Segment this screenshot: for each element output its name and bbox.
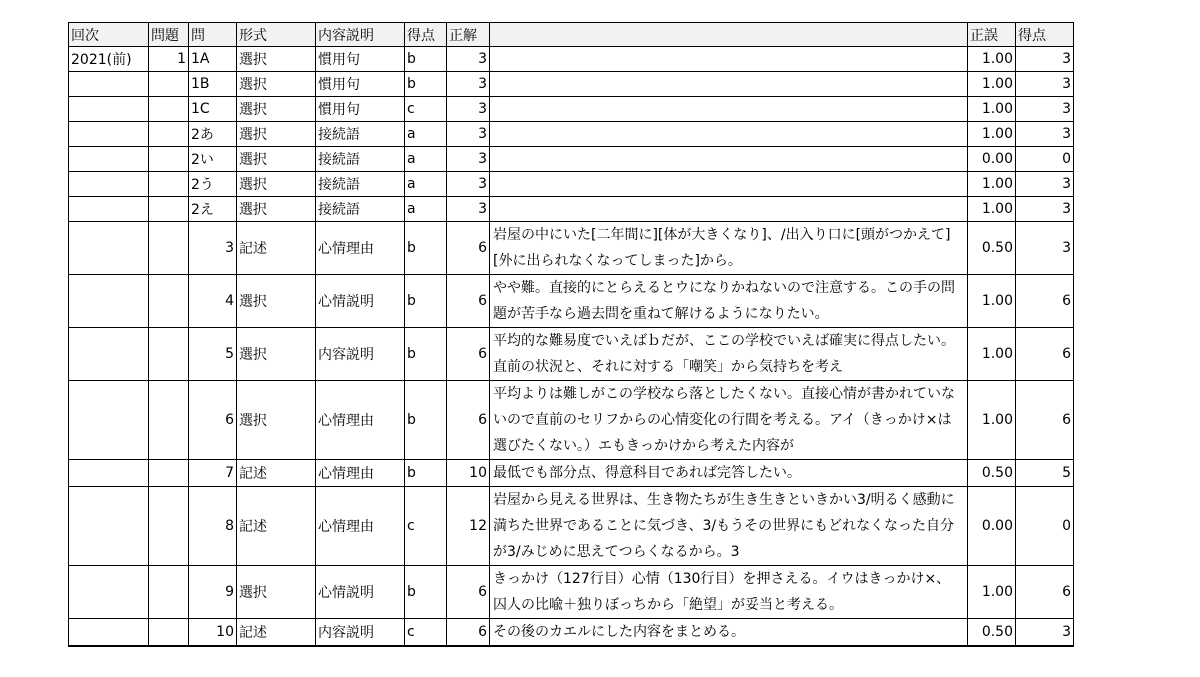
cell-points[interactable]: 6	[447, 222, 490, 275]
header-cell-difficulty[interactable]: 得点	[405, 23, 447, 47]
cell-format[interactable]: 選択	[237, 172, 316, 197]
cell-comment[interactable]: 岩屋から見える世界は、生き物たちが生き生きといきかい3/明るく感動に満ちた世界であることに気づき、3/もうその世界にもどれなくなった自分が3/みじめに思えてつらくなるから。3	[490, 487, 968, 566]
cell-item[interactable]: 1A	[189, 47, 237, 72]
cell-comment[interactable]: きっかけ（127行目）心情（130行目）を押さえる。イウはきっかけ×、囚人の比喩＋独りぼっちから「絶望」が妥当と考える。	[490, 566, 968, 619]
cell-correct[interactable]: 1.00	[968, 275, 1016, 328]
cell-correct[interactable]: 1.00	[968, 328, 1016, 381]
cell-item[interactable]: 3	[189, 222, 237, 275]
cell-round[interactable]	[69, 275, 149, 328]
cell-question[interactable]	[149, 460, 189, 487]
cell-comment[interactable]	[490, 197, 968, 222]
cell-item[interactable]: 6	[189, 381, 237, 460]
cell-score[interactable]: 5	[1016, 460, 1074, 487]
cell-points[interactable]: 3	[447, 72, 490, 97]
cell-question[interactable]	[149, 381, 189, 460]
cell-comment[interactable]: 岩屋の中にいた[二年間に][体が大きくなり]、/出入り口に[頭がつかえて][外に出られなくなってしまった]から。	[490, 222, 968, 275]
cell-difficulty[interactable]: b	[405, 72, 447, 97]
cell-difficulty[interactable]: b	[405, 381, 447, 460]
cell-question[interactable]	[149, 172, 189, 197]
table-row	[69, 381, 1074, 460]
table-row	[69, 47, 1074, 72]
cell-correct[interactable]: 1.00	[968, 197, 1016, 222]
cell-score[interactable]: 3	[1016, 47, 1074, 72]
cell-points[interactable]: 6	[447, 275, 490, 328]
cell-question[interactable]	[149, 222, 189, 275]
cell-points[interactable]: 6	[447, 328, 490, 381]
cell-comment[interactable]: 平均よりは難しがこの学校なら落としたくない。直接心情が書かれていないので直前のセリフからの心情変化の行間を考える。アイ（きっかけ×は選びたくない。）エもきっかけから考えた内容が	[490, 381, 968, 460]
cell-question[interactable]	[149, 487, 189, 566]
cell-correct[interactable]: 1.00	[968, 381, 1016, 460]
table-row	[69, 97, 1074, 122]
cell-comment[interactable]	[490, 97, 968, 122]
cell-points[interactable]: 6	[447, 619, 490, 647]
cell-item[interactable]: 4	[189, 275, 237, 328]
cell-points[interactable]: 3	[447, 197, 490, 222]
cell-round[interactable]	[69, 97, 149, 122]
cell-question[interactable]	[149, 328, 189, 381]
table-row	[69, 487, 1074, 566]
cell-content[interactable]: 心情理由	[316, 460, 405, 487]
cell-content[interactable]: 心情理由	[316, 487, 405, 566]
cell-comment[interactable]	[490, 172, 968, 197]
cell-content[interactable]: 慣用句	[316, 72, 405, 97]
header-cell-score[interactable]: 得点	[1016, 23, 1074, 47]
cell-score[interactable]: 3	[1016, 619, 1074, 647]
cell-item[interactable]: 2え	[189, 197, 237, 222]
cell-round[interactable]	[69, 460, 149, 487]
cell-item[interactable]: 2う	[189, 172, 237, 197]
cell-format[interactable]: 記述	[237, 487, 316, 566]
cell-correct[interactable]: 0.50	[968, 222, 1016, 275]
cell-round[interactable]	[69, 72, 149, 97]
cell-points[interactable]: 3	[447, 97, 490, 122]
cell-format[interactable]: 記述	[237, 460, 316, 487]
cell-question[interactable]	[149, 147, 189, 172]
cell-round[interactable]	[69, 381, 149, 460]
cell-score[interactable]: 3	[1016, 97, 1074, 122]
cell-comment[interactable]	[490, 72, 968, 97]
cell-points[interactable]: 6	[447, 381, 490, 460]
cell-correct[interactable]: 1.00	[968, 47, 1016, 72]
table-row	[69, 275, 1074, 328]
cell-difficulty[interactable]: c	[405, 97, 447, 122]
cell-difficulty[interactable]: b	[405, 47, 447, 72]
header-cell-item[interactable]: 問	[189, 23, 237, 47]
header-cell-format[interactable]: 形式	[237, 23, 316, 47]
cell-difficulty[interactable]: a	[405, 147, 447, 172]
cell-difficulty[interactable]: b	[405, 328, 447, 381]
cell-round[interactable]	[69, 122, 149, 147]
cell-score[interactable]: 0	[1016, 147, 1074, 172]
cell-difficulty[interactable]: b	[405, 460, 447, 487]
cell-comment[interactable]	[490, 122, 968, 147]
cell-correct[interactable]: 1.00	[968, 72, 1016, 97]
cell-difficulty[interactable]: b	[405, 222, 447, 275]
cell-correct[interactable]: 0.00	[968, 147, 1016, 172]
cell-content[interactable]: 接続語	[316, 147, 405, 172]
table-row	[69, 172, 1074, 197]
header-cell-correct[interactable]: 正誤	[968, 23, 1016, 47]
cell-content[interactable]: 接続語	[316, 197, 405, 222]
table-row	[69, 197, 1074, 222]
cell-round[interactable]: 2021(前)	[69, 47, 149, 72]
cell-comment[interactable]: その後のカエルにした内容をまとめる。	[490, 619, 968, 647]
cell-round[interactable]	[69, 328, 149, 381]
cell-score[interactable]: 0	[1016, 487, 1074, 566]
cell-score[interactable]: 3	[1016, 172, 1074, 197]
cell-format[interactable]: 選択	[237, 566, 316, 619]
table-row	[69, 222, 1074, 275]
cell-format[interactable]: 選択	[237, 328, 316, 381]
cell-score[interactable]: 3	[1016, 197, 1074, 222]
cell-round[interactable]	[69, 619, 149, 647]
cell-item[interactable]: 5	[189, 328, 237, 381]
cell-format[interactable]: 選択	[237, 122, 316, 147]
cell-round[interactable]	[69, 172, 149, 197]
cell-item[interactable]: 1C	[189, 97, 237, 122]
cell-question[interactable]	[149, 275, 189, 328]
table-row	[69, 147, 1074, 172]
cell-format[interactable]: 選択	[237, 197, 316, 222]
cell-points[interactable]: 12	[447, 487, 490, 566]
cell-correct[interactable]: 0.50	[968, 619, 1016, 647]
cell-round[interactable]	[69, 487, 149, 566]
cell-question[interactable]	[149, 619, 189, 647]
cell-points[interactable]: 6	[447, 566, 490, 619]
cell-score[interactable]: 3	[1016, 122, 1074, 147]
cell-comment[interactable]: 最低でも部分点、得意科目であれば完答したい。	[490, 460, 968, 487]
header-row	[69, 23, 1074, 47]
cell-content[interactable]: 心情理由	[316, 222, 405, 275]
cell-comment[interactable]	[490, 147, 968, 172]
cell-round[interactable]	[69, 147, 149, 172]
cell-format[interactable]: 選択	[237, 147, 316, 172]
table-row	[69, 619, 1074, 647]
cell-difficulty[interactable]: c	[405, 487, 447, 566]
cell-score[interactable]: 6	[1016, 328, 1074, 381]
cell-round[interactable]	[69, 566, 149, 619]
cell-content[interactable]: 心情説明	[316, 566, 405, 619]
cell-item[interactable]: 10	[189, 619, 237, 647]
header-cell-question[interactable]: 問題	[149, 23, 189, 47]
cell-content[interactable]: 接続語	[316, 122, 405, 147]
cell-question[interactable]	[149, 97, 189, 122]
cell-content[interactable]: 慣用句	[316, 97, 405, 122]
cell-points[interactable]: 3	[447, 172, 490, 197]
table-row	[69, 566, 1074, 619]
cell-item[interactable]: 2い	[189, 147, 237, 172]
cell-difficulty[interactable]: a	[405, 197, 447, 222]
cell-content[interactable]: 心情理由	[316, 381, 405, 460]
header-cell-points[interactable]: 正解	[447, 23, 490, 47]
cell-round[interactable]	[69, 197, 149, 222]
cell-points[interactable]: 3	[447, 47, 490, 72]
table-row	[69, 328, 1074, 381]
cell-format[interactable]: 選択	[237, 72, 316, 97]
cell-comment[interactable]	[490, 47, 968, 72]
cell-item[interactable]: 7	[189, 460, 237, 487]
cell-item[interactable]: 8	[189, 487, 237, 566]
cell-points[interactable]: 3	[447, 122, 490, 147]
cell-correct[interactable]: 1.00	[968, 172, 1016, 197]
cell-correct[interactable]: 1.00	[968, 566, 1016, 619]
cell-round[interactable]	[69, 222, 149, 275]
cell-correct[interactable]: 0.00	[968, 487, 1016, 566]
cell-format[interactable]: 選択	[237, 97, 316, 122]
header-cell-round[interactable]: 回次	[69, 23, 149, 47]
cell-points[interactable]: 10	[447, 460, 490, 487]
cell-content[interactable]: 心情説明	[316, 275, 405, 328]
cell-item[interactable]: 1B	[189, 72, 237, 97]
cell-difficulty[interactable]: b	[405, 275, 447, 328]
cell-score[interactable]: 3	[1016, 222, 1074, 275]
cell-score[interactable]: 6	[1016, 275, 1074, 328]
cell-format[interactable]: 記述	[237, 222, 316, 275]
table-row	[69, 460, 1074, 487]
cell-question[interactable]	[149, 566, 189, 619]
table-row	[69, 122, 1074, 147]
cell-content[interactable]: 慣用句	[316, 47, 405, 72]
header-cell-content[interactable]: 内容説明	[316, 23, 405, 47]
cell-item[interactable]: 2あ	[189, 122, 237, 147]
cell-score[interactable]: 6	[1016, 381, 1074, 460]
cell-format[interactable]: 選択	[237, 47, 316, 72]
cell-difficulty[interactable]: a	[405, 172, 447, 197]
cell-score[interactable]: 6	[1016, 566, 1074, 619]
cell-format[interactable]: 選択	[237, 275, 316, 328]
cell-correct[interactable]: 1.00	[968, 97, 1016, 122]
cell-difficulty[interactable]: b	[405, 566, 447, 619]
table-row	[69, 72, 1074, 97]
header-cell-comment[interactable]	[490, 23, 968, 47]
cell-score[interactable]: 3	[1016, 72, 1074, 97]
cell-points[interactable]: 3	[447, 147, 490, 172]
cell-content[interactable]: 内容説明	[316, 619, 405, 647]
cell-content[interactable]: 内容説明	[316, 328, 405, 381]
cell-question[interactable]	[149, 72, 189, 97]
cell-item[interactable]: 9	[189, 566, 237, 619]
cell-correct[interactable]: 0.50	[968, 460, 1016, 487]
cell-difficulty[interactable]: a	[405, 122, 447, 147]
cell-comment[interactable]: 平均的な難易度でいえばｂだが、ここの学校でいえば確実に得点したい。直前の状況と、それに対する「嘲笑」から気持ちを考え	[490, 328, 968, 381]
cell-correct[interactable]: 1.00	[968, 122, 1016, 147]
cell-format[interactable]: 記述	[237, 619, 316, 647]
cell-content[interactable]: 接続語	[316, 172, 405, 197]
cell-difficulty[interactable]: c	[405, 619, 447, 647]
cell-question[interactable]	[149, 197, 189, 222]
score-table	[68, 22, 1074, 647]
cell-format[interactable]: 選択	[237, 381, 316, 460]
cell-comment[interactable]: やや難。直接的にとらえるとウになりかねないので注意する。この手の問題が苦手なら過去問を重ねて解けるようになりたい。	[490, 275, 968, 328]
cell-question[interactable]	[149, 122, 189, 147]
cell-question[interactable]: 1	[149, 47, 189, 72]
